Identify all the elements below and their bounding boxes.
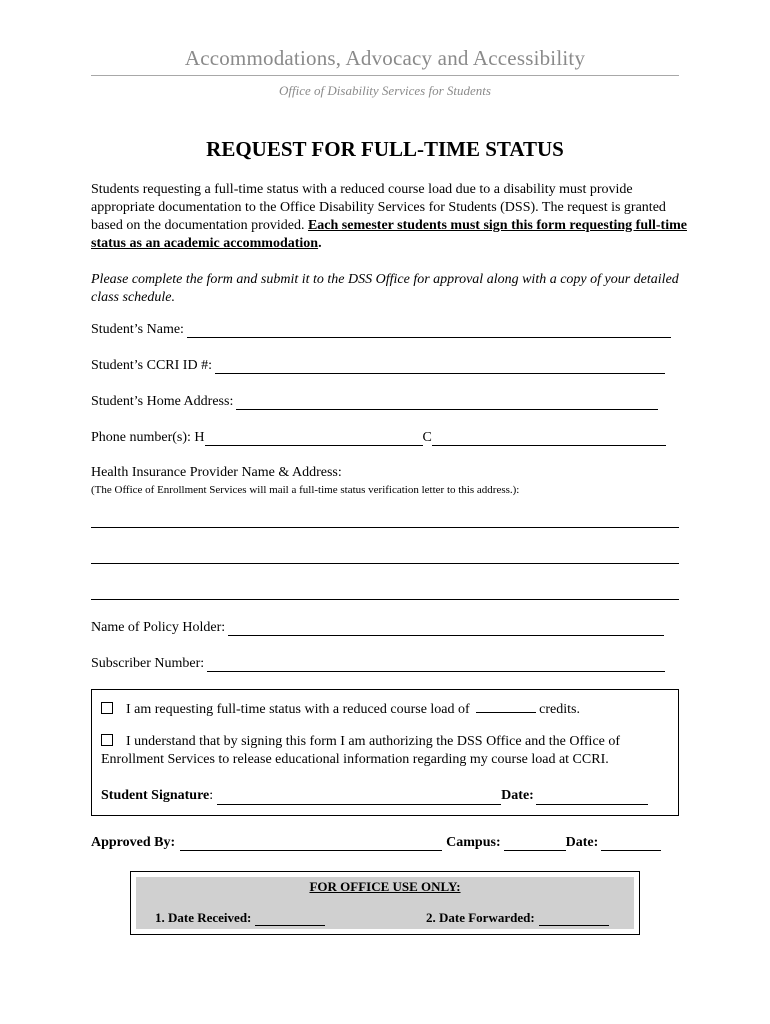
policy-holder-input[interactable]: [228, 621, 664, 636]
date-received-field: [155, 910, 325, 926]
date-forwarded-input[interactable]: [539, 912, 609, 926]
approved-by-label: Approved By:: [91, 835, 176, 850]
office-use-box: [130, 871, 640, 935]
date-received-input[interactable]: [255, 912, 325, 926]
phone-home-input[interactable]: [205, 431, 423, 446]
office-use-heading: FOR OFFICE USE ONLY:: [309, 879, 461, 894]
home-address-label: Student’s Home Address:: [91, 394, 234, 409]
request-row: [101, 698, 580, 719]
student-id-field: [91, 358, 665, 374]
intro-text: Students requesting a full-time status with a reduced course load due to a disability must provide appropriate documentation to the Office Disability Services for Students (DSS). The request is granted based on the documentation provided.: [91, 182, 666, 233]
office-use-panel: [136, 877, 634, 929]
phone-cell-input[interactable]: [432, 431, 666, 446]
insurance-line-2[interactable]: [91, 563, 679, 564]
insurance-label: Health Insurance Provider Name & Address:: [91, 465, 342, 480]
organization-name: Accommodations, Advocacy and Accessibility: [184, 46, 586, 70]
credits-label: credits.: [539, 702, 580, 717]
approved-by-input[interactable]: [180, 836, 442, 851]
signature-label: Student Signature: [101, 788, 210, 803]
student-name-input[interactable]: [187, 323, 671, 338]
intro-emphasis: Each semester students must sign this form requesting full-time status as an academic accommodation: [91, 218, 687, 251]
date-forwarded-label: 2. Date Forwarded:: [426, 910, 535, 925]
policy-holder-label: Name of Policy Holder:: [91, 620, 226, 635]
acknowledgement-box: [91, 689, 679, 816]
office-name: Office of Disability Services for Students: [279, 83, 491, 98]
intro-end: .: [318, 236, 322, 251]
signature-input[interactable]: [217, 790, 501, 805]
instructions: Please complete the form and submit it to the DSS Office for approval along with a copy of your detailed class schedule.: [91, 272, 679, 305]
page-title: REQUEST FOR FULL-TIME STATUS: [206, 137, 564, 161]
signature-row: Student Signature : Date:: [101, 787, 648, 805]
student-id-label: Student’s CCRI ID #:: [91, 358, 212, 373]
signature-date-input[interactable]: [536, 790, 648, 805]
authorize-row: [101, 733, 667, 769]
phone-home-label: Phone number(s): H: [91, 430, 205, 445]
header-rule: [91, 75, 679, 76]
phone-field: [91, 430, 666, 446]
insurance-note: (The Office of Enrollment Services will mail a full-time status verification letter to this address.):: [91, 484, 520, 496]
approval-date-label: Date:: [565, 835, 599, 850]
insurance-line-3[interactable]: [91, 599, 679, 600]
home-address-input[interactable]: [236, 395, 658, 410]
home-address-field: [91, 394, 658, 410]
campus-input[interactable]: [504, 836, 566, 851]
insurance-line-1[interactable]: [91, 527, 679, 528]
credits-input[interactable]: [476, 698, 536, 713]
approval-row: [91, 835, 661, 851]
policy-holder-field: [91, 620, 664, 636]
student-name-label: Student’s Name:: [91, 322, 184, 337]
date-forwarded-field: [426, 910, 609, 926]
date-received-label: 1. Date Received:: [155, 910, 252, 925]
subscriber-field: [91, 656, 665, 672]
request-checkbox[interactable]: [101, 702, 113, 714]
student-id-input[interactable]: [215, 359, 665, 374]
approval-date-input[interactable]: [601, 836, 661, 851]
signature-date-label: Date:: [501, 788, 534, 803]
request-text: I am requesting full-time status with a reduced course load of: [126, 702, 470, 717]
student-name-field: [91, 322, 671, 338]
authorize-checkbox[interactable]: [101, 734, 113, 746]
phone-cell-label: C: [422, 430, 432, 445]
subscriber-input[interactable]: [207, 657, 665, 672]
authorize-text: I understand that by signing this form I am authorizing the DSS Office and the Office of Enrollment Services to release educational information regarding my course load at CCRI.: [101, 734, 621, 767]
intro-paragraph: [91, 181, 691, 253]
subscriber-label: Subscriber Number:: [91, 656, 205, 671]
campus-label: Campus:: [446, 835, 501, 850]
